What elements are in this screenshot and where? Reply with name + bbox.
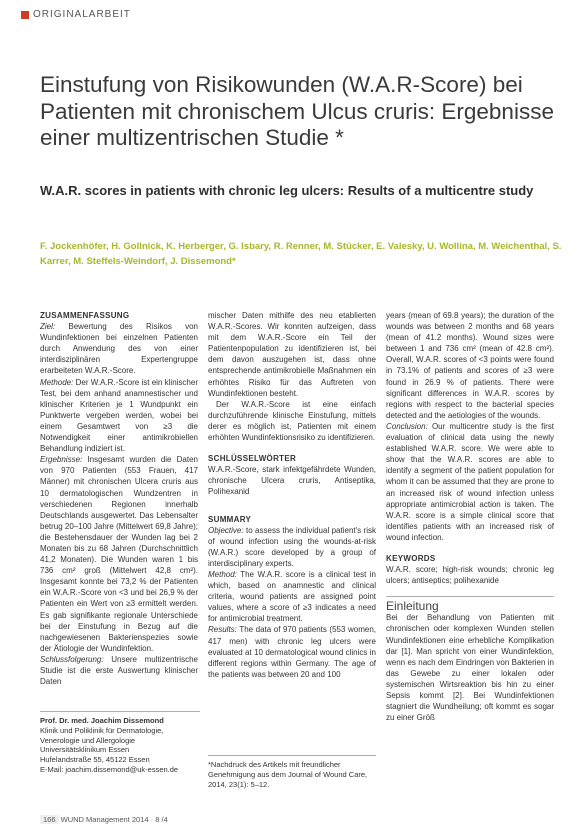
column-3 bbox=[386, 310, 554, 723]
column-2 bbox=[208, 310, 376, 680]
text-aim: Bewertung des Risikos von Wundinfektionen bei einzelnen Patienten durch Anwendung des von einer interdisziplinären Expertengruppe erarbeiteten W.A.R.-Score. bbox=[40, 322, 198, 376]
heading-zusammenfassung: ZUSAMMENFASSUNG bbox=[40, 311, 130, 320]
footnote-divider bbox=[208, 755, 376, 756]
contact-line: Universitätsklinikum Essen bbox=[40, 745, 130, 755]
heading-schluesselwoerter: SCHLÜSSELWÖRTER bbox=[208, 454, 297, 464]
contact-line: Venerologie und Allergologie bbox=[40, 735, 136, 745]
label-method-en: Method: bbox=[208, 569, 237, 579]
contact-divider bbox=[40, 711, 200, 712]
text-objective: to assess the individual patient's risk of wound infection using the wounds-at-risk (W.A.R.) score developed by a group of interdisciplinary experts. bbox=[208, 525, 376, 568]
column-1 bbox=[40, 310, 198, 687]
text-conclusion-en: Our multicentre study is the first evaluation of clinical data using the newly established W.A.R. score. We were able to show that the W.A.R. scores are able to identify a segment of the patient population for whom it can be assumed that they are prone to an increased risk of wound infection unless appropriate antimicrobial action is taken. The W.A.R. score is a simple clinical score that identifies patients with an increased risk of wound infection. bbox=[386, 421, 554, 542]
text-results: Insgesamt wurden die Daten von 970 Patienten (553 Frauen, 417 Männer) mit chronischen Ulcera cruris aus 10 dermatologischen Wundzentren in verschiedenen Regionen innerhalb Deutschlands ausgewertet. Das Lebensalter betrug 20–100 Jahre (Mittelwert 69,8 Jahre); die Bestehensdauer der Wunden lag bei 2 Monaten bis zu 68 Jahren (Durchschnittlich 41,2 Monaten). Die Wunden waren 1 bis 736 cm² groß (Mittelwert 42,8 cm²). Insgesamt konnte bei 73,2 % der Patienten ein W.A.R.-Score von <3 und bei 26,9 % der Patienten ein Wert von ≥3 ermittelt werden. Es gab signifikante regionale Unterschiede bei der Einstufung in Bezug auf die nachgewiesenen Bakterienspezies sowie der Ätiologie der Wundinfektion. bbox=[40, 455, 198, 653]
page-number: 166 bbox=[40, 815, 59, 824]
label-aim: Ziel: bbox=[40, 322, 56, 332]
text-conclusion: Unsere multizentrische Studie ist die erste Auswertung klinischer Daten bbox=[40, 654, 198, 687]
keywords-de: W.A.R.-Score, stark infektgefährdete Wunden, chronische Ulcera cruris, Antiseptika, Polihexanid bbox=[208, 465, 376, 497]
section-label: ORIGINALARBEIT bbox=[33, 9, 131, 20]
abstract-de-results bbox=[40, 454, 198, 654]
text-method: Der W.A.R.-Score ist ein klinischer Test, bei dem anhand anamnestischer und klinischer Kriterien je 1 Wundpunkt ein Punktwerte vergeben werden, wobei bei einem Gesamtwert von ≥3 die Notwendigkeit einer antimikrobiellen Behandlung indiziert ist. bbox=[40, 377, 198, 454]
abstract-de-conclusion-cont: mischer Daten mithilfe des neu etablierten W.A.R.-Scores. Wir konnten aufzeigen, dass mit dem W.A.R.-Score ein Teil der Patientenpopulation zu identifizieren ist, bei dem davon auszugehen ist, dass ohne entsprechende antimikrobielle Maßnahmen ein erhöhtes Risiko für das Auftreten von Wundinfektionen besteht. bbox=[208, 311, 376, 398]
label-conclusion-en: Conclusion: bbox=[386, 421, 428, 431]
keywords-en: W.A.R. score; high-risk wounds; chronic leg ulcers; antiseptics; polihexanide bbox=[386, 565, 554, 586]
label-method: Methode: bbox=[40, 377, 74, 387]
contact-line: Hufelandstraße 55, 45122 Essen bbox=[40, 755, 150, 765]
label-objective: Objective: bbox=[208, 525, 244, 535]
text-method-en: The W.A.R. score is a clinical test in which, based on anamnestic and clinical criteria, wound patients are assigned point values, where a score of ≥3 indicates a need for antimicrobial treatment. bbox=[208, 569, 376, 624]
heading-einleitung: Einleitung bbox=[386, 599, 439, 614]
introduction-text: Bei der Behandlung von Patienten mit chronischen oder komplexen Wunden stellen Wundinfektionen eine erhebliche Komplikation dar [1]. Man spricht von einer Wundinfektion, wenn es nach dem Eindringen von Bakterien in das Gewebe zu einer lokalen oder systemischen Wirtsreaktion bis hin zu einer Sepsis kommt [2]. Bei Wundinfektionen stagniert die Wundheilung; oft kommt es sogar zu einer Größ bbox=[386, 613, 554, 723]
abstract-de-method bbox=[40, 377, 198, 455]
contact-email: E-Mail: joachim.dissemond@uk-essen.de bbox=[40, 764, 179, 774]
abstract-en-conclusion bbox=[386, 421, 554, 543]
contact-block bbox=[40, 716, 200, 775]
page-footer bbox=[40, 815, 168, 824]
article-title: Einstufung von Risikowunden (W.A.R-Score) bei Patienten mit chronischem Ulcus cruris: Ergebnisse einer multizentrischen Studie * bbox=[40, 72, 554, 150]
footnote: *Nachdruck des Artikels mit freundlicher Genehmigung aus dem Journal of Wound Care, 2014, 23(1): 5–12. bbox=[208, 760, 368, 789]
abstract-en-results bbox=[208, 624, 376, 679]
journal-info: WUND Management 2014 · 8 /4 bbox=[60, 815, 168, 824]
section-divider bbox=[386, 596, 554, 597]
section-marker bbox=[21, 11, 29, 19]
label-results: Ergebnisse: bbox=[40, 455, 83, 465]
abstract-en-results-cont: years (mean of 69.8 years); the duration of the wounds was between 2 months and 68 years (mean of 41.2 months). Wound sizes were between 1 and 736 cm² (mean of 42.8 cm²). Overall, W.A.R. scores of <3 points were found in 73.1% of patients and scores of ≥3 were found in 26.9 % of patients. There were significant differences in W.A.R. scores by regions with respect to the bacterial species detected and the aetiologies of the wounds. bbox=[386, 311, 554, 420]
abstract-de-aim bbox=[40, 321, 198, 376]
abstract-de-summary: Der W.A.R.-Score ist eine einfach durchzuführende klinische Einstufung, mittels derer es möglich ist, Patienten mit einem erhöhten Wundinfektionsrisiko zu identifizieren. bbox=[208, 399, 376, 443]
abstract-de-conclusion bbox=[40, 654, 198, 687]
heading-summary: SUMMARY bbox=[208, 514, 252, 524]
contact-name: Prof. Dr. med. Joachim Dissemond bbox=[40, 716, 164, 725]
abstract-en-method bbox=[208, 569, 376, 624]
article-subtitle: W.A.R. scores in patients with chronic leg ulcers: Results of a multicentre study bbox=[40, 183, 534, 198]
label-results-en: Results: bbox=[208, 625, 237, 635]
contact-line: Klinik und Poliklinik für Dermatologie, bbox=[40, 725, 164, 735]
author-list: F. Jockenhöfer, H. Gollnick, K. Herberger, G. Isbary, R. Renner, M. Stücker, E. Valesky, U. Wollina, M. Weichenthal, S. Karrer, M. Steffels-Weindorf, J. Dissemond* bbox=[40, 241, 562, 267]
text-results-en: The data of 970 patients (553 women, 417 men) with chronic leg ulcers were evaluated at 10 dermatological wound clinics in different regions within Germany. The age of the patients was between 20 and 100 bbox=[208, 625, 376, 679]
abstract-en-objective bbox=[208, 525, 376, 569]
heading-keywords: KEYWORDS bbox=[386, 553, 436, 563]
label-conclusion: Schlussfolgerung: bbox=[40, 654, 104, 664]
